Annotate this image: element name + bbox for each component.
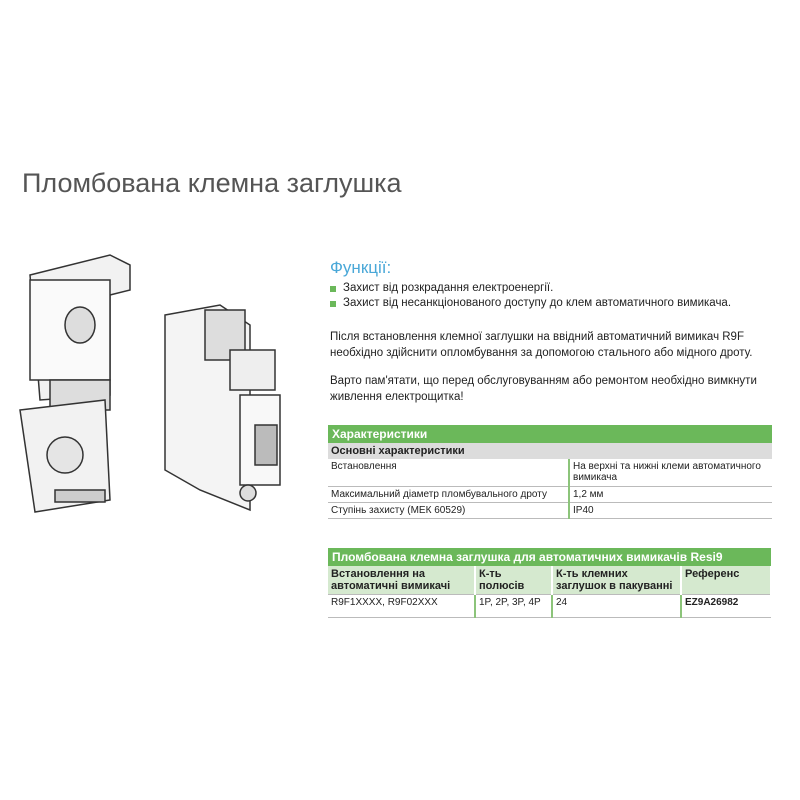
paragraph: Після встановлення клемної заглушки на ввідний автоматичний вимикач R9F необхідно здійснити опломбування за допомогою стального або мідного дроту. xyxy=(330,331,753,359)
order-header: Пломбована клемна заглушка для автоматичних вимикачів Resi9 xyxy=(328,548,771,566)
product-images xyxy=(15,250,305,530)
functions-heading: Функції: xyxy=(330,258,392,277)
spec-value: На верхні та нижні клеми автоматичного вимикача xyxy=(569,459,772,487)
spec-label: Ступінь захисту (МЕК 60529) xyxy=(328,503,569,519)
order-table xyxy=(328,548,772,618)
specs-table xyxy=(328,425,772,519)
spec-value: 1,2 мм xyxy=(569,487,772,503)
table-row xyxy=(328,595,771,618)
cell-quantity: 24 xyxy=(552,595,681,618)
table-row xyxy=(328,459,772,487)
column-header: Встановлення на автоматичні вимикачі xyxy=(328,566,475,595)
specs-subheader: Основні характеристики xyxy=(328,443,772,459)
spec-value: IP40 xyxy=(569,503,772,519)
column-header: К-ть клемних заглушок в пакуванні xyxy=(552,566,681,595)
functions-list xyxy=(330,281,731,311)
terminal-cover-image xyxy=(20,255,130,512)
list-item-text: Захист від несанкціонованого доступу до клем автоматичного вимикача. xyxy=(343,297,732,309)
table-row xyxy=(328,503,772,519)
bullet-icon xyxy=(330,286,336,292)
paragraph: Варто пам'ятати, що перед обслуговуванням або ремонтом необхідно вимкнути живлення електрощитка! xyxy=(330,375,757,403)
bullet-icon xyxy=(330,301,336,307)
specs-header: Характеристики xyxy=(328,425,772,443)
table-row xyxy=(328,487,772,503)
column-header: Референс xyxy=(681,566,771,595)
column-header: К-ть полюсів xyxy=(475,566,552,595)
list-item-text: Захист від розкрадання електроенергії. xyxy=(343,282,554,294)
cell-poles: 1P, 2P, 3P, 4P xyxy=(475,595,552,618)
cell-breakers: R9F1XXXX, R9F02XXX xyxy=(328,595,475,618)
list-item xyxy=(330,296,731,311)
page-title: Пломбована клемна заглушка xyxy=(22,168,402,198)
spec-label: Максимальний діаметр пломбувального дроту xyxy=(328,487,569,503)
cell-reference: EZ9A26982 xyxy=(681,595,771,618)
spec-label: Встановлення xyxy=(328,459,569,487)
list-item xyxy=(330,281,731,296)
circuit-breaker-image xyxy=(165,305,280,510)
